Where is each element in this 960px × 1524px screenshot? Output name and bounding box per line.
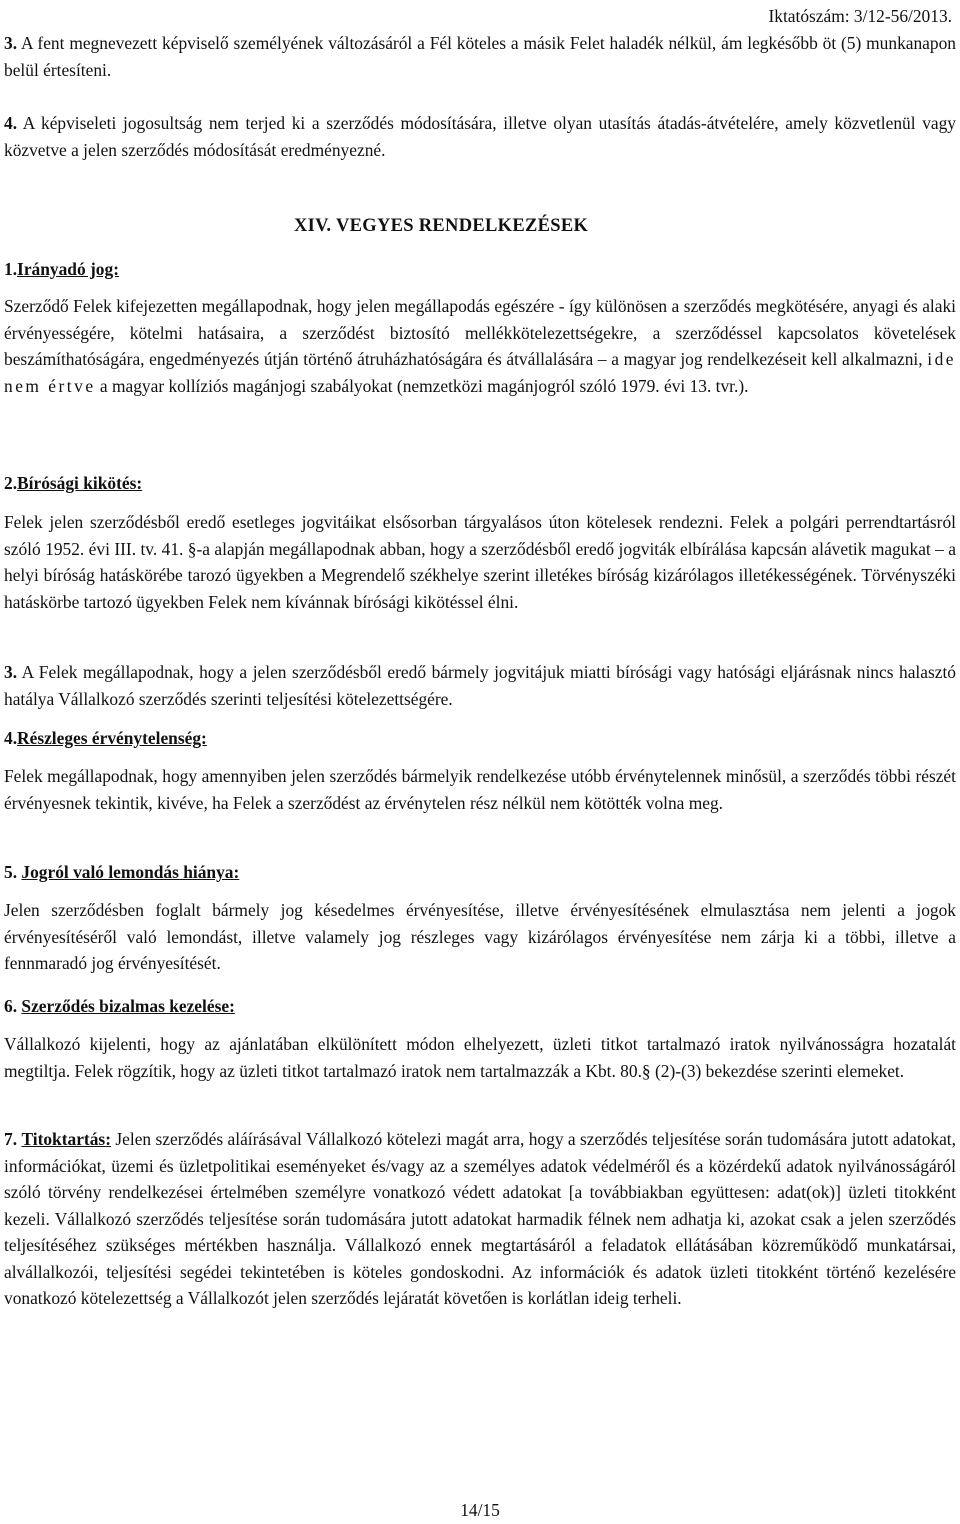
subsection-title: Bírósági kikötés: [17, 473, 143, 493]
subsection-4-body [4, 763, 956, 816]
subsection-title: Szerződés bizalmas kezelése: [21, 996, 235, 1016]
clause-4-top [4, 110, 956, 163]
subsection-6-heading [4, 993, 956, 1020]
clause-3-top [4, 30, 956, 83]
page-number: 14/15 [460, 1500, 500, 1520]
subsection-number: 2. [4, 473, 18, 493]
paragraph-text: Szerződő Felek kifejezetten megállapodnak, hogy jelen megállapodás egészére - így különösen a szerződés megkötésére, anyagi és alaki érvényességére, kötelmi hatásaira, a szerződést biztosító mellékkötelezettségekre, a szerződéssel kapcsolatos követelések beszámíthatóságára, engedményezés útján történő átruházhatóságára és átvállalására – a magyar jog rendelkezéseit kell alkalmazni, [4, 296, 956, 369]
subsection-title: Részleges érvénytelenség: [17, 728, 207, 748]
subsection-number: 1. [4, 259, 18, 279]
paragraph-text: Jelen szerződésben foglalt bármely jog késedelmes érvényesítése, illetve érvényesítésének elmulasztása nem jelenti a jogok érvényesítéséről való lemondást, illetve valamely jog részleges vagy kizárólagos érvényesítése nem zárja ki a többi, illetve a fennmaradó jog érvényesítését. [4, 900, 956, 973]
clause-number: 3. [4, 33, 18, 53]
clause-number: 4. [4, 113, 18, 133]
subsection-title: Titoktartás: [21, 1129, 111, 1149]
subsection-1-body [4, 293, 956, 399]
subsection-5-body [4, 897, 956, 977]
subsection-number: 7. [4, 1129, 18, 1149]
subsection-1-heading [4, 256, 956, 283]
paragraph-text: Vállalkozó kijelenti, hogy az ajánlatában elkülönített módon elhelyezett, üzleti titkot tartalmazó iratok nyilvánosságra hozatalát megtiltja. Felek rögzítik, hogy az üzleti titkot tartalmazó iratok nem tartalmazzák a Kbt. 80.§ (2)-(3) bekezdése szerinti elemeket. [4, 1034, 956, 1081]
subsection-5-heading [4, 859, 956, 886]
subsection-title: Jogról való lemondás hiánya: [21, 862, 240, 882]
paragraph-text: A Felek megállapodnak, hogy a jelen szerződésből eredő bármely jogvitájuk miatti bírósági vagy hatósági eljárásnak nincs halasztó hatálya Vállalkozó szerződés szerinti teljesítési kötelezettségére. [4, 662, 956, 709]
subsection-number: 3. [4, 662, 18, 682]
subsection-7 [4, 1126, 956, 1312]
subsection-2-body [4, 509, 956, 615]
paragraph-text: Jelen szerződés aláírásával Vállalkozó kötelezi magát arra, hogy a szerződés teljesítése során tudomására jutott adatokat, információkat, üzemi és üzletpolitikai eseményeket és/vagy az a személyes adatok védelméről és a közérdekű adatok nyilvánosságáról szóló törvény rendelkezései értelmében személyre vonatkozó védett adatokat [a továbbiakban együttesen: adat(ok)] üzleti titokként kezeli. Vállalkozó szerződés teljesítése során tudomására jutott adatokat harmadik félnek nem adhatja ki, azokat csak a jelen szerződés teljesítéséhez szükséges mértékben használja. Vállalkozó ennek megtartásáról a feladatok ellátásában közreműködő munkatársai, alvállalkozói, teljesítési segédei tekintetében is köteles gondoskodni. Az információk és adatok üzleti titokként történő kezelésére vonatkozó kötelezettség a Vállalkozót jelen szerződés lejáratát követően is korlátlan ideig terheli. [4, 1129, 956, 1308]
emphasized-text: ide nem értve [4, 349, 956, 396]
paragraph-text: Felek jelen szerződésből eredő esetleges jogvitáikat elsősorban tárgyalásos úton kötelesek rendezni. Felek a polgári perrendtartásról szóló 1952. évi III. tv. 41. §-a alapján megállapodnak abban, hogy a szerződésből eredő jogviták elbírálása kapcsán alávetik magukat – a helyi bíróság hatáskörébe tarozó ügyekben a Megrendelő székhelye szerint illetékes bíróság kizárólagos illetékességének. Törvényszéki hatáskörbe tartozó ügyekben Felek nem kívánnak bírósági kikötéssel élni. [4, 512, 956, 612]
subsection-number: 5. [4, 862, 18, 882]
subsection-number: 6. [4, 996, 18, 1016]
subsection-2-heading [4, 470, 956, 497]
document-page [4, 0, 956, 1524]
clause-text: A fent megnevezett képviselő személyének változásáról a Fél köteles a másik Felet haladék nélkül, ám legkésőbb öt (5) munkanapon belül értesíteni. [4, 33, 956, 80]
paragraph-text: Felek megállapodnak, hogy amennyiben jelen szerződés bármelyik rendelkezése utóbb érvénytelennek minősül, a szerződés többi részét érvényesnek tekintik, kivéve, ha Felek a szerződést az érvénytelen rész nélkül nem kötötték volna meg. [4, 766, 956, 813]
registration-number: Iktatószám: 3/12-56/2013. [768, 6, 952, 26]
section-title: XIV. VEGYES RENDELKEZÉSEK [294, 216, 589, 236]
paragraph-text: a magyar kollíziós magánjogi szabályokat (nemzetközi magánjogról szóló 1979. évi 13. tvr.). [99, 375, 749, 396]
subsection-6-body [4, 1031, 956, 1084]
subsection-4-heading [4, 725, 956, 752]
subsection-title: Irányadó jog: [17, 259, 119, 279]
subsection-number: 4. [4, 728, 18, 748]
subsection-3 [4, 659, 956, 712]
clause-text: A képviseleti jogosultság nem terjed ki a szerződés módosítására, illetve olyan utasítás átadás-átvételére, amely közvetlenül vagy közvetve a jelen szerződés módosítását eredményezné. [4, 113, 957, 160]
